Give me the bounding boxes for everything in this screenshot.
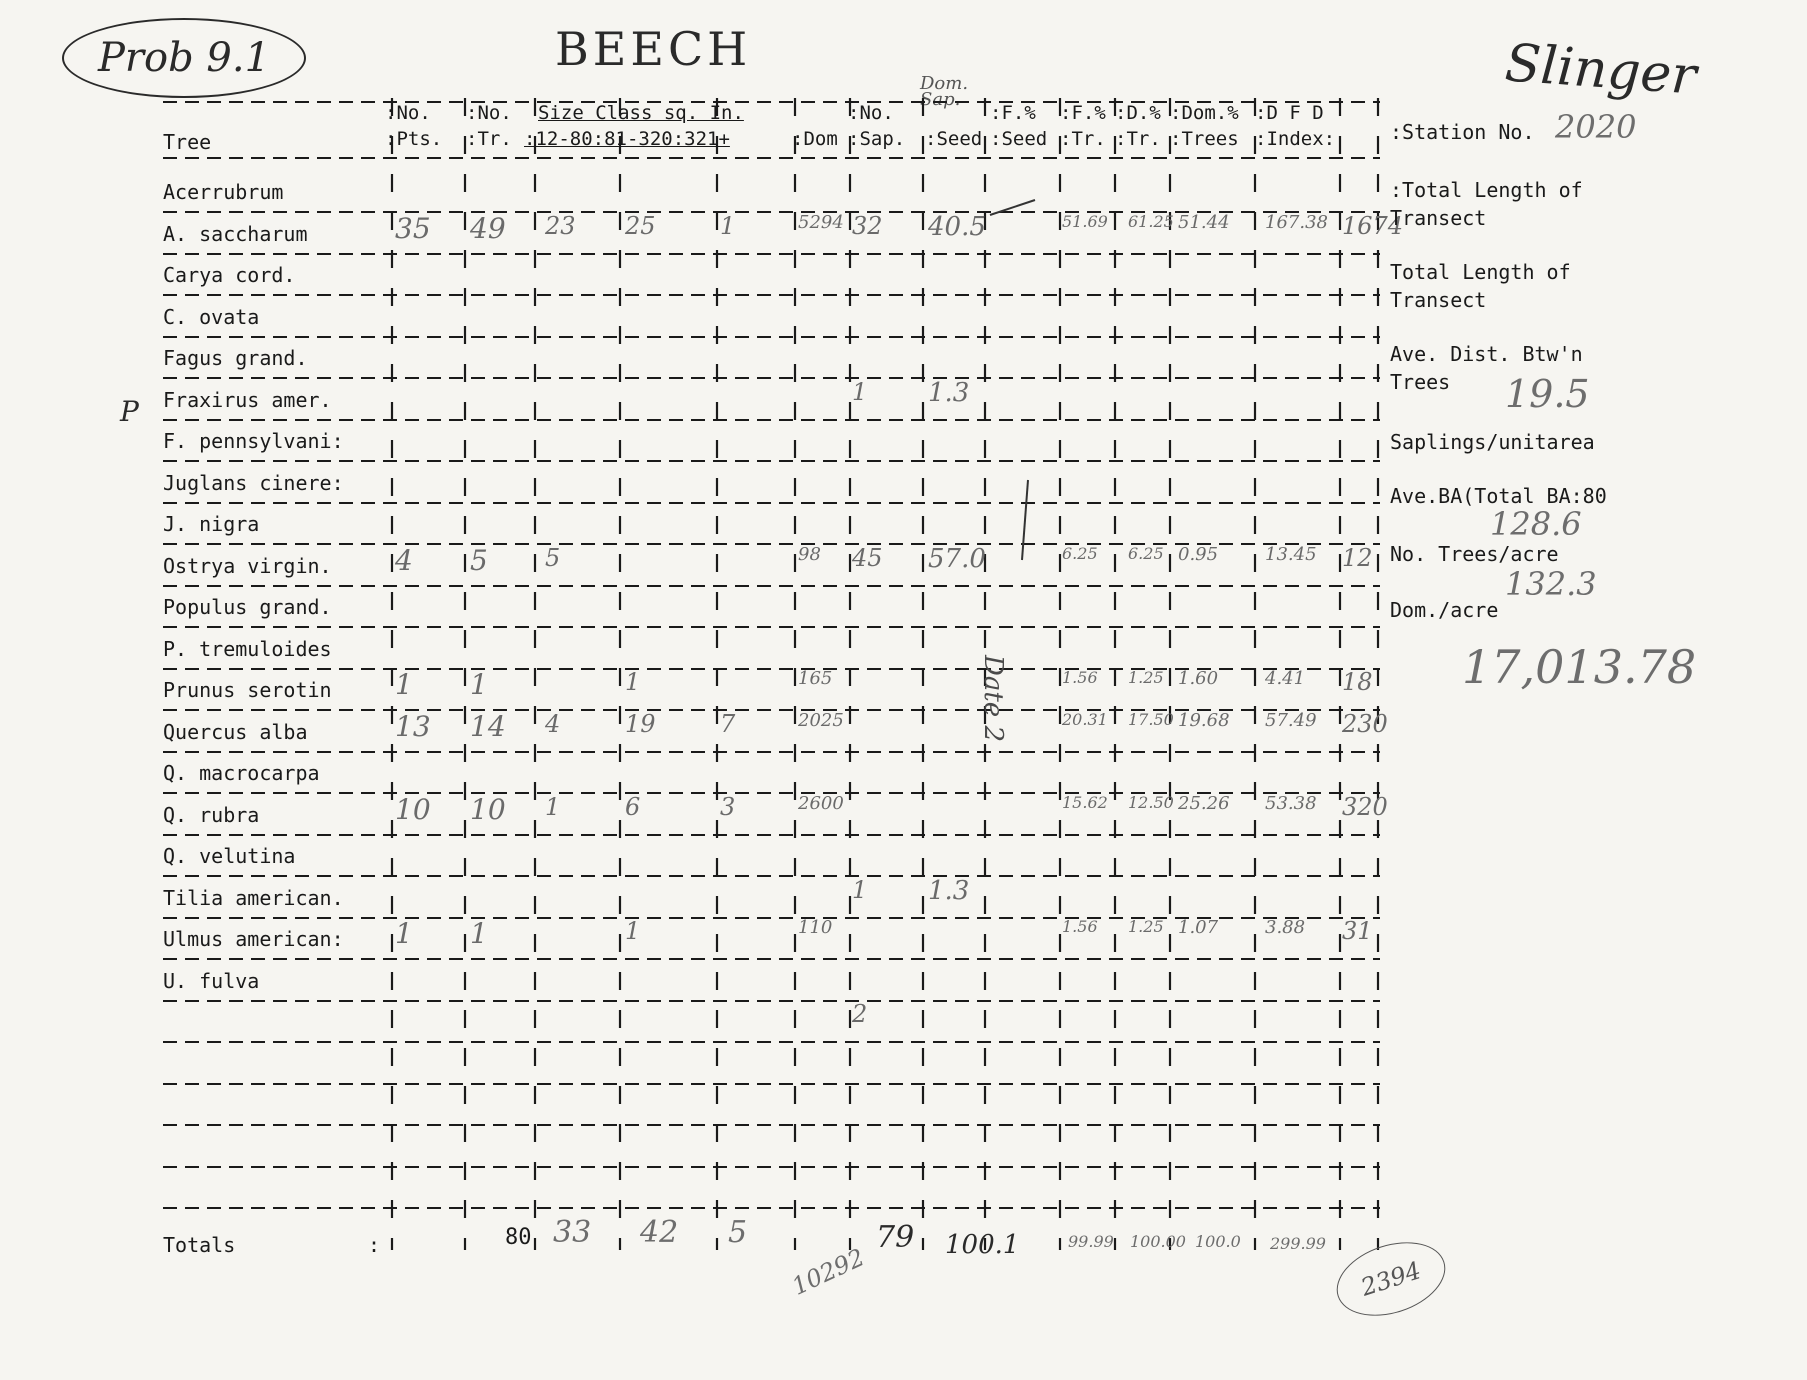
- tree-name: Acerrubrum: [163, 180, 284, 204]
- cell-tr: 14: [470, 709, 506, 743]
- tree-name: Ulmus american:: [163, 927, 344, 951]
- totals-tr: 80: [505, 1225, 532, 1250]
- cell-tr: 1: [470, 917, 488, 950]
- tree-name: Juglans cinere:: [163, 470, 344, 495]
- dom-acre-value: 17,013.78: [1462, 640, 1697, 694]
- cell-s2: 6: [625, 792, 641, 821]
- cell-s2: 19: [625, 709, 656, 738]
- cell-dtr: 12.50: [1128, 792, 1174, 812]
- tree-name: U. fulva: [163, 968, 260, 993]
- cell-dfd: 167.38: [1265, 211, 1328, 233]
- station-value: 2020: [1555, 108, 1637, 146]
- tree-name: C. ovata: [163, 304, 260, 329]
- cell-ftr: 6.25: [1062, 543, 1098, 563]
- cell-pts: 13: [395, 709, 431, 743]
- tree-name: Q. rubra: [163, 802, 260, 827]
- cell-s3: 1: [720, 211, 736, 240]
- station-label: :Station No.: [1390, 120, 1535, 144]
- totals-label: Totals: [163, 1233, 236, 1257]
- cell-s3: 7: [720, 709, 736, 738]
- dfd-header-2: :Index:: [1255, 128, 1336, 150]
- f-seed-header-2: :Seed: [990, 128, 1048, 150]
- tree-name: Carya cord.: [163, 263, 296, 287]
- cell-s2: 1: [625, 917, 641, 945]
- cell-s1: 1: [545, 792, 561, 821]
- cell-last: 18: [1342, 668, 1373, 696]
- tree-name: Ostrya virgin.: [163, 553, 332, 578]
- cell-dompct: 1.60: [1178, 668, 1219, 689]
- totals-sap: 79: [876, 1220, 915, 1255]
- cell-dtr: 17.50: [1128, 709, 1174, 729]
- cell-dompct: 25.26: [1178, 792, 1230, 814]
- totals-s1: 33: [553, 1215, 592, 1250]
- dom-acre-label: Dom./acre: [1390, 598, 1499, 622]
- trees-acre-label: No. Trees/acre: [1390, 542, 1559, 566]
- problem-number: Prob 9.1: [62, 18, 306, 98]
- ave-ba-value: 128.6: [1490, 505, 1582, 543]
- cell-pts: 4: [395, 543, 413, 577]
- cell-ftr: 51.69: [1062, 211, 1108, 231]
- tree-name: Q. macrocarpa: [163, 761, 320, 785]
- cell-tr: 5: [470, 543, 488, 577]
- cell-dompct: 0.95: [1178, 543, 1219, 565]
- cell-dfd: 53.38: [1265, 792, 1317, 814]
- ave-dist-label: Ave. Dist. Btw'n Trees: [1390, 342, 1583, 394]
- cell-pts: 1: [395, 668, 413, 701]
- cell-ftr: 1.56: [1062, 917, 1098, 936]
- tree-name: Tilia american.: [163, 885, 344, 910]
- totals-colon: :: [368, 1233, 381, 1257]
- size-ranges-header: :12-80:81-320:321+: [524, 128, 730, 150]
- cell-dom: 110: [798, 917, 833, 938]
- species-title: BEECH: [555, 22, 752, 76]
- cell-tr: 49: [470, 211, 506, 245]
- cell-last: 1674: [1342, 211, 1404, 240]
- cell-seed: 57.0: [928, 543, 986, 574]
- totals-seed: 100.1: [945, 1230, 1020, 1260]
- cell-tr: 10: [470, 792, 506, 826]
- cell-sap: 1: [852, 875, 868, 904]
- totals-dfd: 299.99: [1270, 1234, 1326, 1253]
- f-tr-header: :F.%: [1060, 102, 1106, 124]
- cell-dom: 98: [798, 543, 821, 565]
- seed-note: Dom. Sap.: [920, 73, 969, 110]
- cell-seed: 40.5: [928, 211, 986, 242]
- totals-dom: 10292: [787, 1243, 869, 1301]
- cell-last: 12: [1342, 543, 1373, 572]
- transect-label-1: :Total Length of Transect: [1390, 178, 1583, 230]
- cell-s1: 4: [545, 709, 561, 738]
- totals-ftr: 99.99: [1068, 1232, 1114, 1251]
- f-tr-header-2: :Tr.: [1060, 128, 1106, 150]
- tree-name: Quercus alba: [163, 719, 308, 744]
- cell-pts: 1: [395, 917, 413, 950]
- cell-ftr: 15.62: [1062, 792, 1108, 812]
- tree-name: Q. velutina: [163, 844, 296, 868]
- dom-pct-header-2: :Trees: [1170, 128, 1239, 150]
- cell-dfd: 13.45: [1265, 543, 1317, 565]
- dfd-header: :D F D: [1255, 102, 1324, 124]
- ave-dist-value: 19.5: [1505, 372, 1590, 416]
- tr-header-2: :Tr.: [466, 128, 512, 150]
- size-class-header: Size Class sq. In.: [538, 102, 744, 124]
- cell-dtr: 6.25: [1128, 543, 1164, 563]
- pts-header: :No.: [385, 102, 431, 124]
- cell-dom: 165: [798, 668, 833, 689]
- cell-dompct: 19.68: [1178, 709, 1230, 731]
- margin-note: Date 2: [978, 655, 1008, 742]
- cell-dom: 2025: [798, 709, 844, 731]
- cell-dompct: 1.07: [1178, 917, 1219, 938]
- cell-dfd: 3.88: [1265, 917, 1306, 938]
- trees-acre-value: 132.3: [1505, 565, 1597, 603]
- tree-name: Fraxirus amer.: [163, 387, 332, 412]
- d-tr-header: :D.%: [1115, 102, 1161, 124]
- cell-last: 31: [1342, 917, 1373, 945]
- cell-sap: 1: [852, 377, 868, 406]
- pts-header-2: :Pts.: [385, 128, 443, 150]
- cell-ftr: 20.31: [1062, 709, 1108, 729]
- tree-name: J. nigra: [163, 512, 260, 536]
- author-signature: Slinger: [1503, 33, 1699, 107]
- cell-s2: 1: [625, 668, 641, 696]
- tree-name: Prunus serotin: [163, 678, 332, 702]
- totals-s3: 5: [728, 1215, 748, 1250]
- tree-name: Populus grand.: [163, 595, 332, 619]
- cell-dtr: 61.25: [1128, 211, 1174, 231]
- cell-sap: 45: [852, 543, 883, 572]
- dom-pct-header: :Dom.%: [1170, 102, 1239, 124]
- cell-ftr: 1.56: [1062, 668, 1098, 687]
- cell-s2: 25: [625, 211, 656, 240]
- cell-dfd: 4.41: [1265, 668, 1306, 689]
- cell-dtr: 1.25: [1128, 917, 1164, 936]
- f-seed-header: :F.%: [990, 102, 1036, 124]
- cell-pts: 10: [395, 792, 431, 826]
- cell-s3: 3: [720, 792, 736, 821]
- cell-sap: 32: [852, 211, 883, 240]
- totals-dompct: 100.0: [1195, 1232, 1241, 1251]
- cell-sap: 2: [852, 1000, 868, 1028]
- fagus-marker: P: [120, 395, 139, 428]
- totals-dtr: 100.00: [1130, 1232, 1186, 1251]
- cell-dtr: 1.25: [1128, 668, 1164, 687]
- ave-ba-label: Ave.BA(Total BA:80: [1390, 484, 1607, 508]
- d-tr-header-2: :Tr.: [1115, 128, 1161, 150]
- cell-dfd: 57.49: [1265, 709, 1317, 731]
- totals-s2: 42: [640, 1215, 679, 1250]
- tr-header: :No.: [466, 102, 512, 124]
- tree-name: A. saccharum: [163, 221, 308, 246]
- cell-dom: 5294: [798, 211, 844, 233]
- cell-s1: 5: [545, 543, 561, 572]
- sap-header-2: :Sap.: [848, 128, 906, 150]
- cell-last: 230: [1342, 709, 1388, 738]
- cell-last: 320: [1342, 792, 1388, 821]
- cell-pts: 35: [395, 211, 431, 245]
- cell-dompct: 51.44: [1178, 211, 1230, 233]
- dom-header: :Dom: [792, 128, 838, 150]
- tree-name: Fagus grand.: [163, 346, 308, 370]
- saplings-label: Saplings/unitarea: [1390, 430, 1595, 454]
- transect-label-2: Total Length of Transect: [1390, 260, 1571, 312]
- cell-tr: 1: [470, 668, 488, 701]
- cell-seed: 1.3: [928, 377, 970, 408]
- cell-seed: 1.3: [928, 875, 970, 906]
- tree-name: F. pennsylvani:: [163, 429, 344, 453]
- cell-dom: 2600: [798, 792, 844, 814]
- tree-header: Tree: [163, 130, 212, 154]
- sap-header: :No.: [848, 102, 894, 124]
- totals-check: 2394: [1327, 1229, 1455, 1328]
- seed-header: :Seed: [925, 128, 983, 150]
- tree-name: P. tremuloides: [163, 636, 332, 661]
- cell-s1: 23: [545, 211, 576, 240]
